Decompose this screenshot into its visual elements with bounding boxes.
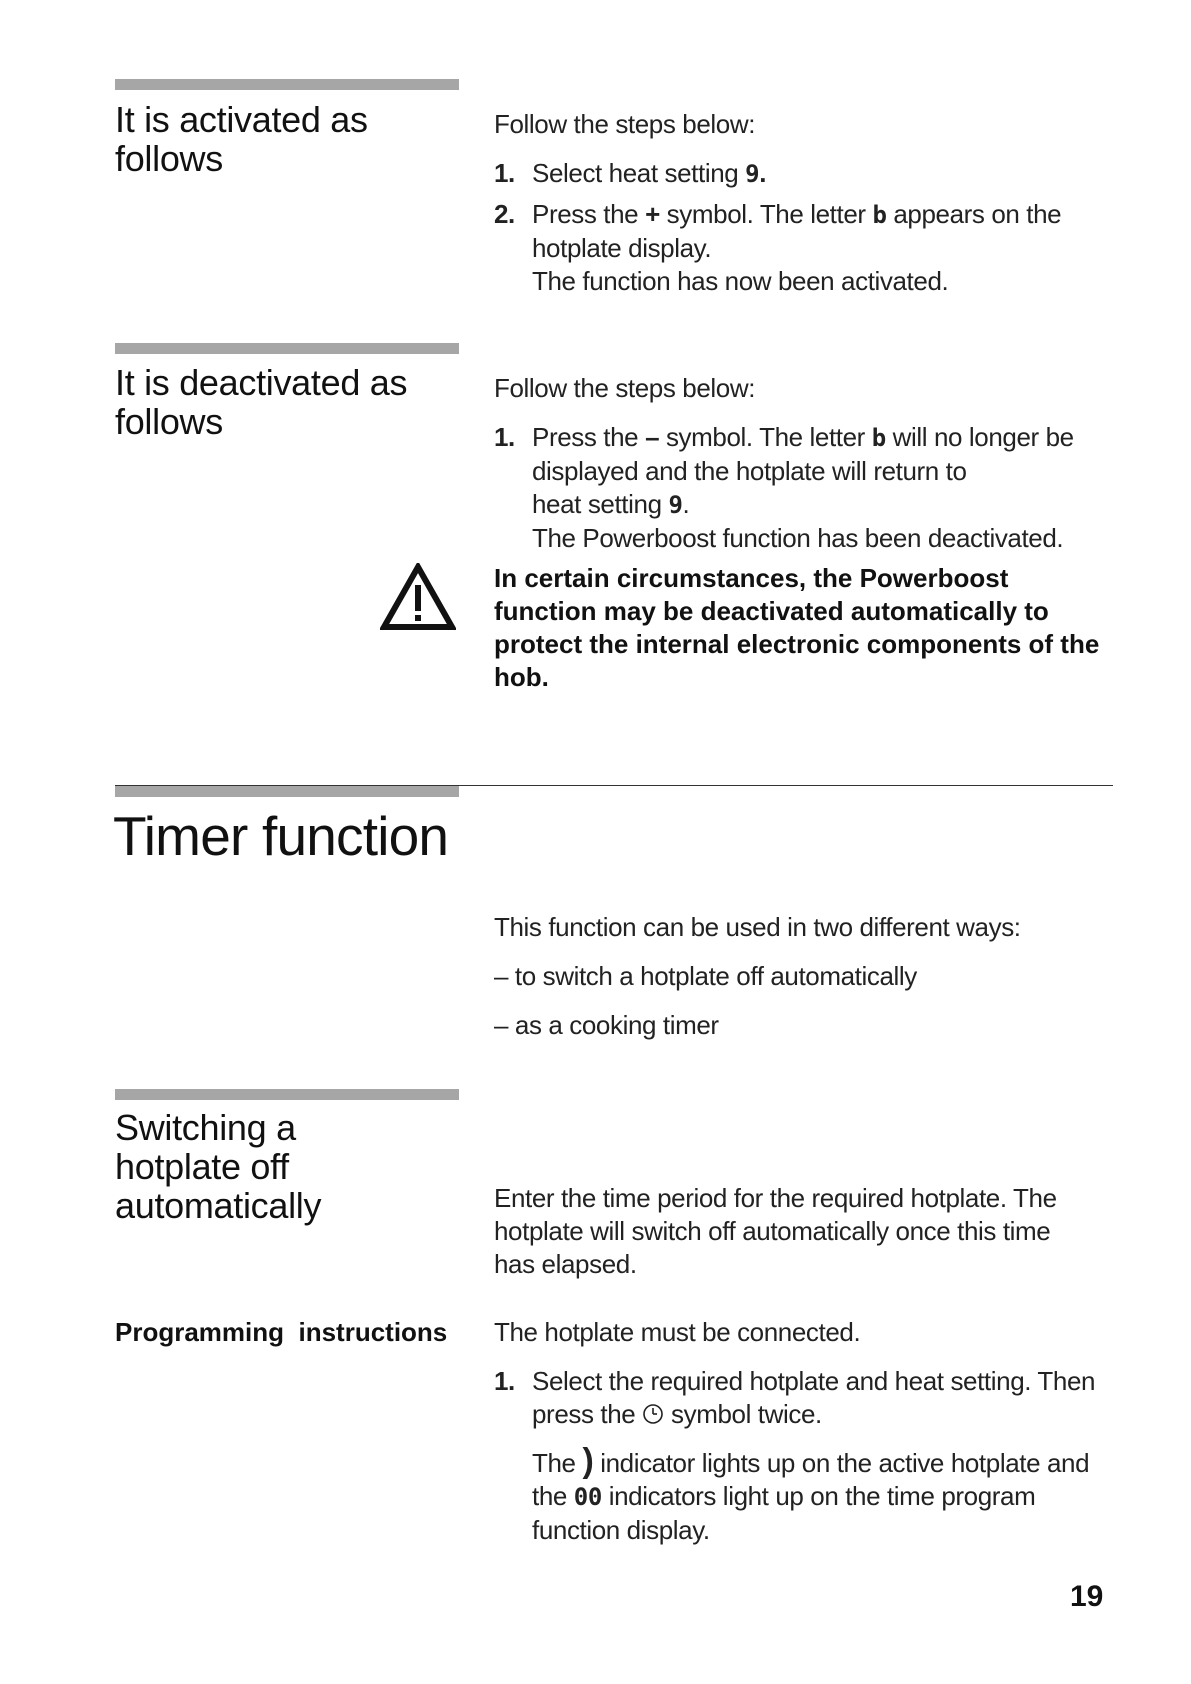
step-text-part: Select heat setting: [532, 158, 746, 188]
warning-triangle-icon: [380, 563, 456, 631]
step-number: 1.: [494, 1366, 515, 1396]
body-line: has elapsed.: [494, 1249, 637, 1279]
body-line: Enter the time period for the required hotplate. The: [494, 1183, 1057, 1213]
programming-step-1: [494, 1365, 1134, 1547]
warning-text: [494, 562, 1134, 694]
minus-symbol: –: [645, 422, 660, 452]
step-text-part: indicator lights up on the active hotplate and: [593, 1448, 1090, 1478]
heading-deactivated: [115, 363, 475, 441]
segment-display-digits: 00: [573, 1483, 602, 1511]
step-text: [532, 198, 1134, 298]
heading-line: automatically: [115, 1185, 322, 1226]
step-text-part: symbol. The letter: [659, 422, 872, 452]
timer-use-1: – to switch a hotplate off automatically: [494, 961, 917, 991]
segment-digit: 9: [668, 491, 683, 519]
heading-line: hotplate off: [115, 1146, 289, 1187]
step-text-part: indicators light up on the time program: [601, 1481, 1036, 1511]
deactivated-intro: Follow the steps below:: [494, 373, 756, 403]
step-text: [532, 157, 1134, 191]
plus-symbol: +: [645, 199, 660, 229]
deactivated-step-1: [494, 421, 1134, 555]
body-line: hotplate will switch off automatically once this time: [494, 1216, 1051, 1246]
step-text-part: will no longer be: [885, 422, 1074, 452]
activated-step-2: [494, 198, 1134, 298]
step-text-part: The: [532, 1448, 583, 1478]
heading-activated: [115, 100, 475, 178]
step-text-part: symbol. The letter: [659, 199, 873, 229]
step-text: [532, 421, 1134, 555]
step-text-part: Press the: [532, 199, 646, 229]
step-text-part: heat setting: [532, 489, 669, 519]
segment-letter: b: [872, 201, 887, 229]
section-bar-timer: [115, 786, 459, 797]
step-text: [532, 1365, 1134, 1547]
clock-icon: [642, 1400, 664, 1433]
indicator-symbol: ): [582, 1442, 594, 1480]
timer-title: Timer function: [113, 805, 449, 867]
section-bar-deactivated: [115, 343, 459, 354]
step-line: function display.: [532, 1515, 710, 1545]
warning-line: hob.: [494, 662, 549, 692]
switching-body: [494, 1182, 1124, 1281]
section-bar-switching: [115, 1089, 459, 1100]
step-text-part: .: [759, 158, 767, 188]
step-number: 2.: [494, 199, 515, 229]
heading-line: It is activated as: [115, 99, 368, 140]
step-line: The function has now been activated.: [532, 266, 949, 296]
step-text-part: press the: [532, 1399, 643, 1429]
step-number: 1.: [494, 158, 515, 188]
page-number: 19: [1070, 1580, 1104, 1613]
step-number: 1.: [494, 422, 515, 452]
segment-letter: b: [871, 424, 886, 452]
step-text-part: appears on the: [886, 199, 1062, 229]
step-line: Select the required hotplate and heat setting. Then: [532, 1366, 1096, 1396]
warning-line: In certain circumstances, the Powerboost: [494, 563, 1009, 593]
programming-intro: The hotplate must be connected.: [494, 1317, 861, 1347]
heading-line: Switching a: [115, 1107, 296, 1148]
step-text-part: .: [682, 489, 690, 519]
step-line: [532, 1398, 1134, 1433]
heading-line: It is deactivated as: [115, 362, 408, 403]
timer-intro: This function can be used in two different ways:: [494, 912, 1021, 942]
step-line: The Powerboost function has been deactivated.: [532, 523, 1064, 553]
step-text-part: Press the: [532, 422, 646, 452]
step-text-part: the: [532, 1481, 574, 1511]
heading-switching: [115, 1108, 475, 1225]
step-text-part: symbol twice.: [664, 1399, 822, 1429]
step-line: [532, 421, 1134, 455]
step-line: [532, 198, 1134, 232]
step-line: [532, 488, 1134, 522]
timer-use-2: – as a cooking timer: [494, 1010, 719, 1040]
programming-instructions-label: Programming instructions: [115, 1317, 448, 1347]
step-line: [532, 1480, 1134, 1514]
warning-line: function may be deactivated automatically to: [494, 596, 1049, 626]
segment-digit: 9: [745, 160, 760, 188]
step-line: [532, 1442, 1134, 1480]
section-bar-activated: [115, 79, 459, 90]
step-line: hotplate display.: [532, 233, 712, 263]
activated-intro: Follow the steps below:: [494, 109, 756, 139]
step-line: displayed and the hotplate will return to: [532, 456, 967, 486]
heading-line: follows: [115, 401, 223, 442]
activated-step-1: [494, 157, 1134, 191]
warning-line: protect the internal electronic components of the: [494, 629, 1100, 659]
heading-line: follows: [115, 138, 223, 179]
